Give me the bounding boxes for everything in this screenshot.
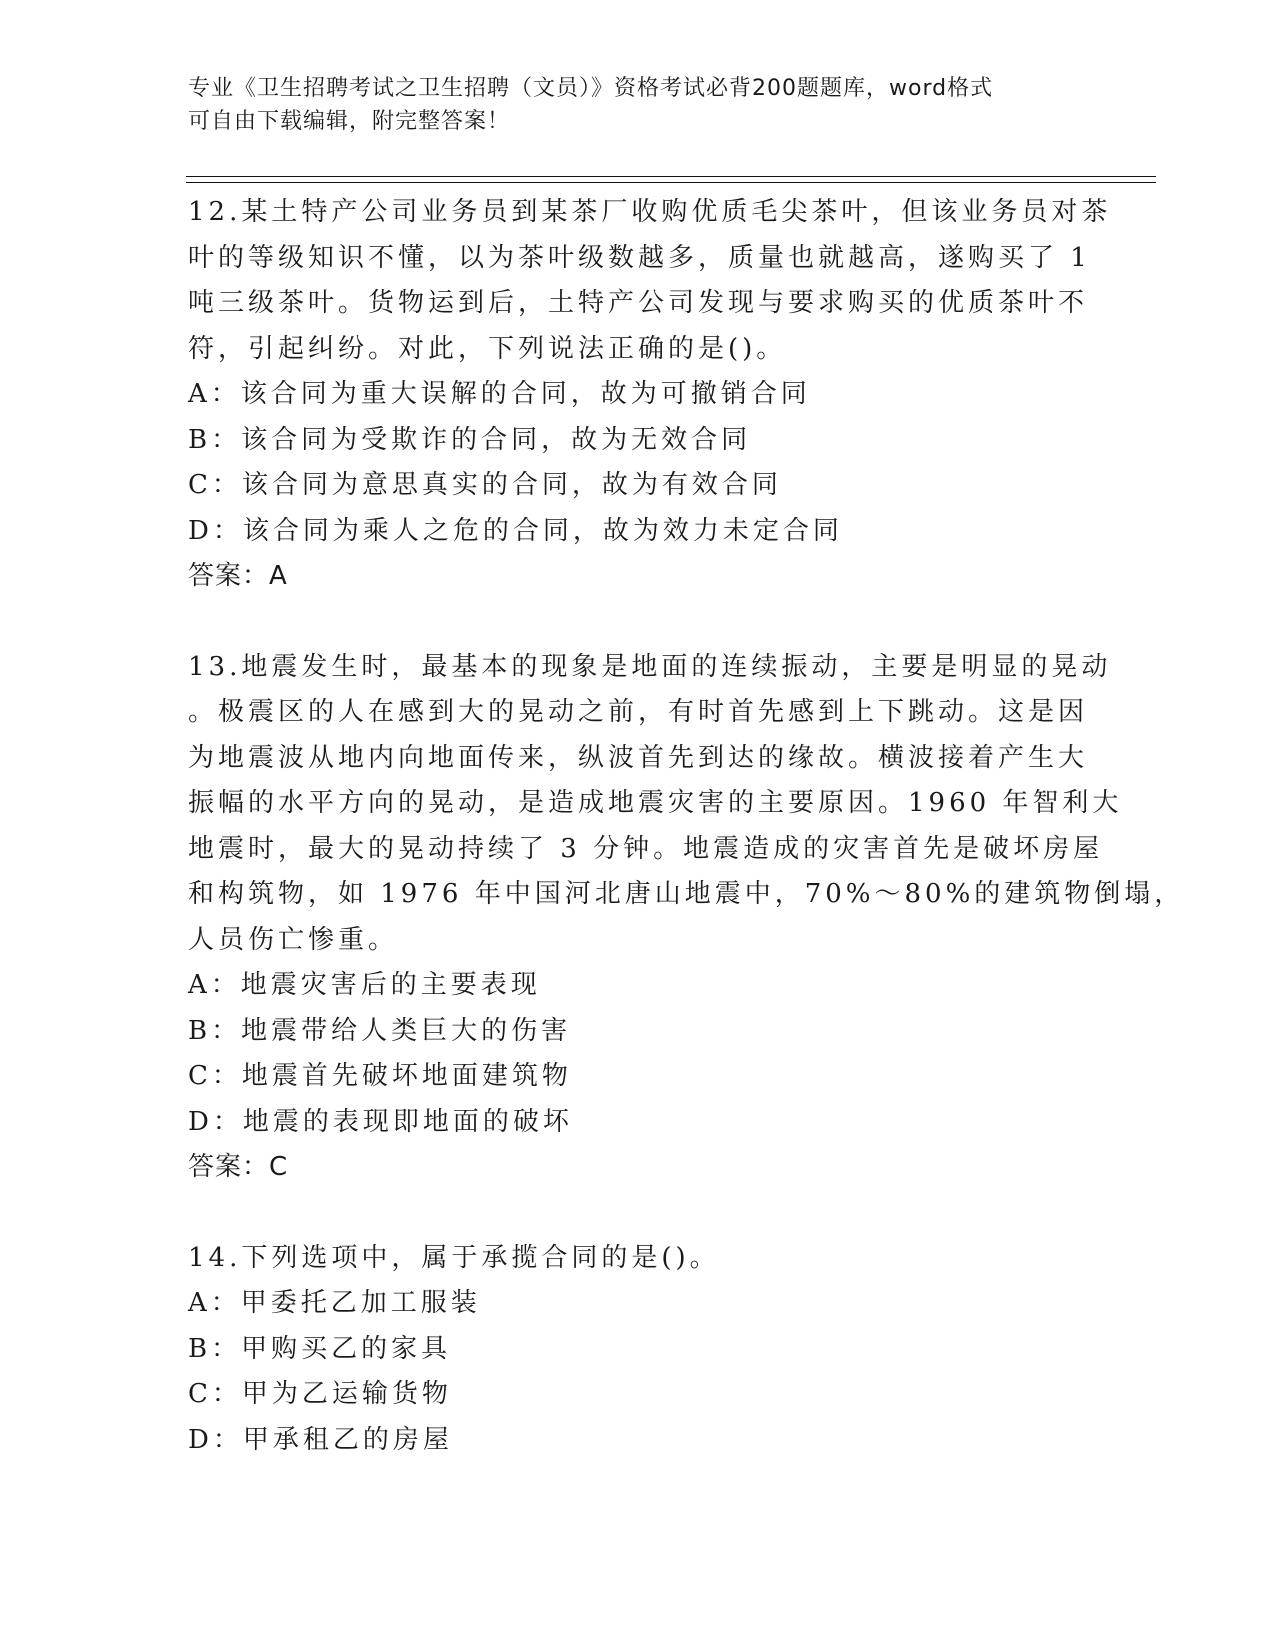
- option-b: B：甲购买乙的家具: [188, 1333, 452, 1364]
- question-14: [188, 1236, 1078, 1464]
- question-stem-line: 叶的等级知识不懂，以为茶叶级数越多，质量也就越高，遂购买了 1: [188, 242, 1091, 273]
- question-stem-line: 人员伤亡惨重。: [188, 924, 399, 955]
- option-d: D：地震的表现即地面的破坏: [188, 1106, 573, 1137]
- question-stem-line: 吨三级茶叶。货物运到后，土特产公司发现与要求购买的优质茶叶不: [188, 288, 1089, 318]
- question-stem-line: 12.某土特产公司业务员到某茶厂收购优质毛尖茶叶，但该业务员对茶: [188, 197, 1112, 227]
- question-stem-line: 地震时，最大的晃动持续了 3 分钟。地震造成的灾害首先是破坏房屋: [188, 833, 1104, 864]
- option-c: C：该合同为意思真实的合同，故为有效合同: [188, 470, 782, 500]
- option-c: C：甲为乙运输货物: [188, 1379, 452, 1409]
- answer-line: 答案：C: [188, 1152, 289, 1182]
- question-stem-line: 振幅的水平方向的晃动，是造成地震灾害的主要原因。1960 年智利大: [188, 788, 1123, 818]
- question-stem-line: 13.地震发生时，最基本的现象是地面的连续振动，主要是明显的晃动: [188, 651, 1112, 682]
- question-stem-line: 为地震波从地内向地面传来，纵波首先到达的缘故。横波接着产生大: [188, 742, 1089, 773]
- question-stem-line: 。极震区的人在感到大的晃动之前，有时首先感到上下跳动。这是因: [188, 697, 1089, 727]
- option-a: A：该合同为重大误解的合同，故为可撤销合同: [188, 379, 811, 409]
- header-line: 可自由下载编辑，附完整答案！: [188, 109, 511, 134]
- option-c: C：地震首先破坏地面建筑物: [188, 1061, 572, 1091]
- option-a: A：地震灾害后的主要表现: [188, 970, 541, 1000]
- question-12: [188, 190, 1112, 600]
- question-list: [188, 190, 1185, 1463]
- header-divider-top: [186, 176, 1156, 177]
- header-divider-bottom: [186, 182, 1156, 183]
- question-stem-line: 和构筑物，如 1976 年中国河北唐山地震中，70%～80%的建筑物倒塌，: [188, 879, 1185, 909]
- option-a: A：甲委托乙加工服装: [188, 1288, 481, 1318]
- option-d: D：该合同为乘人之危的合同，故为效力未定合同: [188, 515, 843, 546]
- header-line: 专业《卫生招聘考试之卫生招聘（文员）》资格考试必背200题题库，word格式: [188, 76, 994, 101]
- option-b: B：该合同为受欺诈的合同，故为无效合同: [188, 424, 752, 455]
- document-header: [188, 72, 1068, 138]
- question-13: [188, 645, 1185, 1191]
- option-d: D：甲承租乙的房屋: [188, 1424, 453, 1455]
- question-stem-line: 14.下列选项中，属于承揽合同的是()。: [188, 1242, 720, 1273]
- question-stem-line: 符，引起纠纷。对此，下列说法正确的是()。: [188, 333, 787, 364]
- option-b: B：地震带给人类巨大的伤害: [188, 1015, 572, 1046]
- answer-line: 答案：A: [188, 561, 288, 591]
